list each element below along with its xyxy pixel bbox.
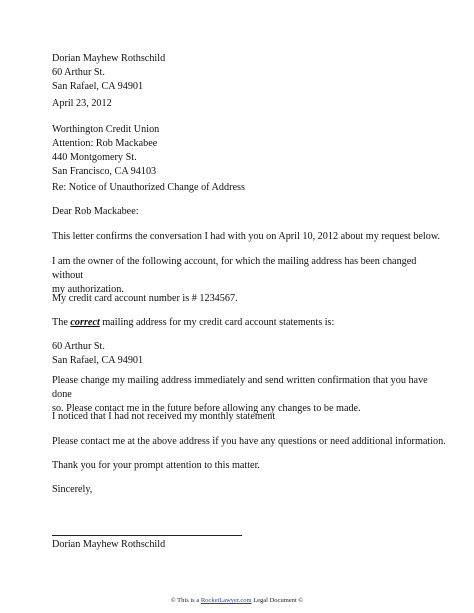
sender-name: Dorian Mayhew Rothschild: [52, 53, 166, 64]
sender-street: 60 Arthur St.: [52, 67, 105, 78]
sender-address: [52, 52, 448, 94]
emphasis-correct: correct: [70, 317, 100, 328]
paragraph-confirmation: This letter confirms the conversation I had with you on April 10, 2012 about my request below.: [52, 231, 441, 242]
recipient-attention: Attention: Rob Mackabee: [52, 138, 158, 149]
correct-address-city: San Rafael, CA 94901: [52, 355, 144, 366]
letter-date: April 23, 2012: [52, 98, 112, 109]
paragraph-correct-address: [52, 316, 448, 330]
signature-name: Dorian Mayhew Rothschild: [52, 539, 166, 550]
paragraph-change-line2: so. Please contact me in the future before allowing any changes to be made.: [52, 403, 361, 414]
closing: Sincerely,: [52, 484, 93, 495]
signature-line: [52, 535, 242, 536]
recipient-address: [52, 123, 448, 179]
paragraph-statement: I noticed that I had not received my monthly statement: [52, 411, 276, 422]
salutation: Dear Rob Mackabee:: [52, 206, 139, 217]
subject-line: Re: Notice of Unauthorized Change of Address: [52, 182, 245, 193]
sender-city: San Rafael, CA 94901: [52, 81, 144, 92]
paragraph-account-number: My credit card account number is # 1234567.: [52, 293, 238, 304]
paragraph-ownership-line1: I am the owner of the following account, for which the mailing address has been changed without: [52, 256, 417, 281]
recipient-org: Worthington Credit Union: [52, 124, 160, 135]
paragraph-thanks: Thank you for your prompt attention to this matter.: [52, 460, 260, 471]
footer-post: Legal Document ©: [251, 597, 304, 604]
correct-address-block: [52, 340, 448, 368]
recipient-street: 440 Montgomery St.: [52, 152, 137, 163]
footer: [0, 596, 474, 605]
rocketlawyer-link[interactable]: RocketLawyer.com: [200, 597, 252, 604]
footer-pre: © This is a: [170, 597, 201, 604]
correct-address-street: 60 Arthur St.: [52, 341, 105, 352]
paragraph-change-line1: Please change my mailing address immediately and send written confirmation that you have done: [52, 375, 428, 400]
paragraph-ownership: [52, 255, 448, 297]
paragraph-correct-post: mailing address for my credit card account statements is:: [99, 317, 335, 328]
recipient-city: San Francisco, CA 94103: [52, 166, 157, 177]
paragraph-correct-pre: The: [52, 317, 71, 328]
paragraph-contact: Please contact me at the above address if you have any questions or need additional information.: [52, 436, 446, 447]
paragraph-ownership-line2: my authorization.: [52, 284, 124, 295]
